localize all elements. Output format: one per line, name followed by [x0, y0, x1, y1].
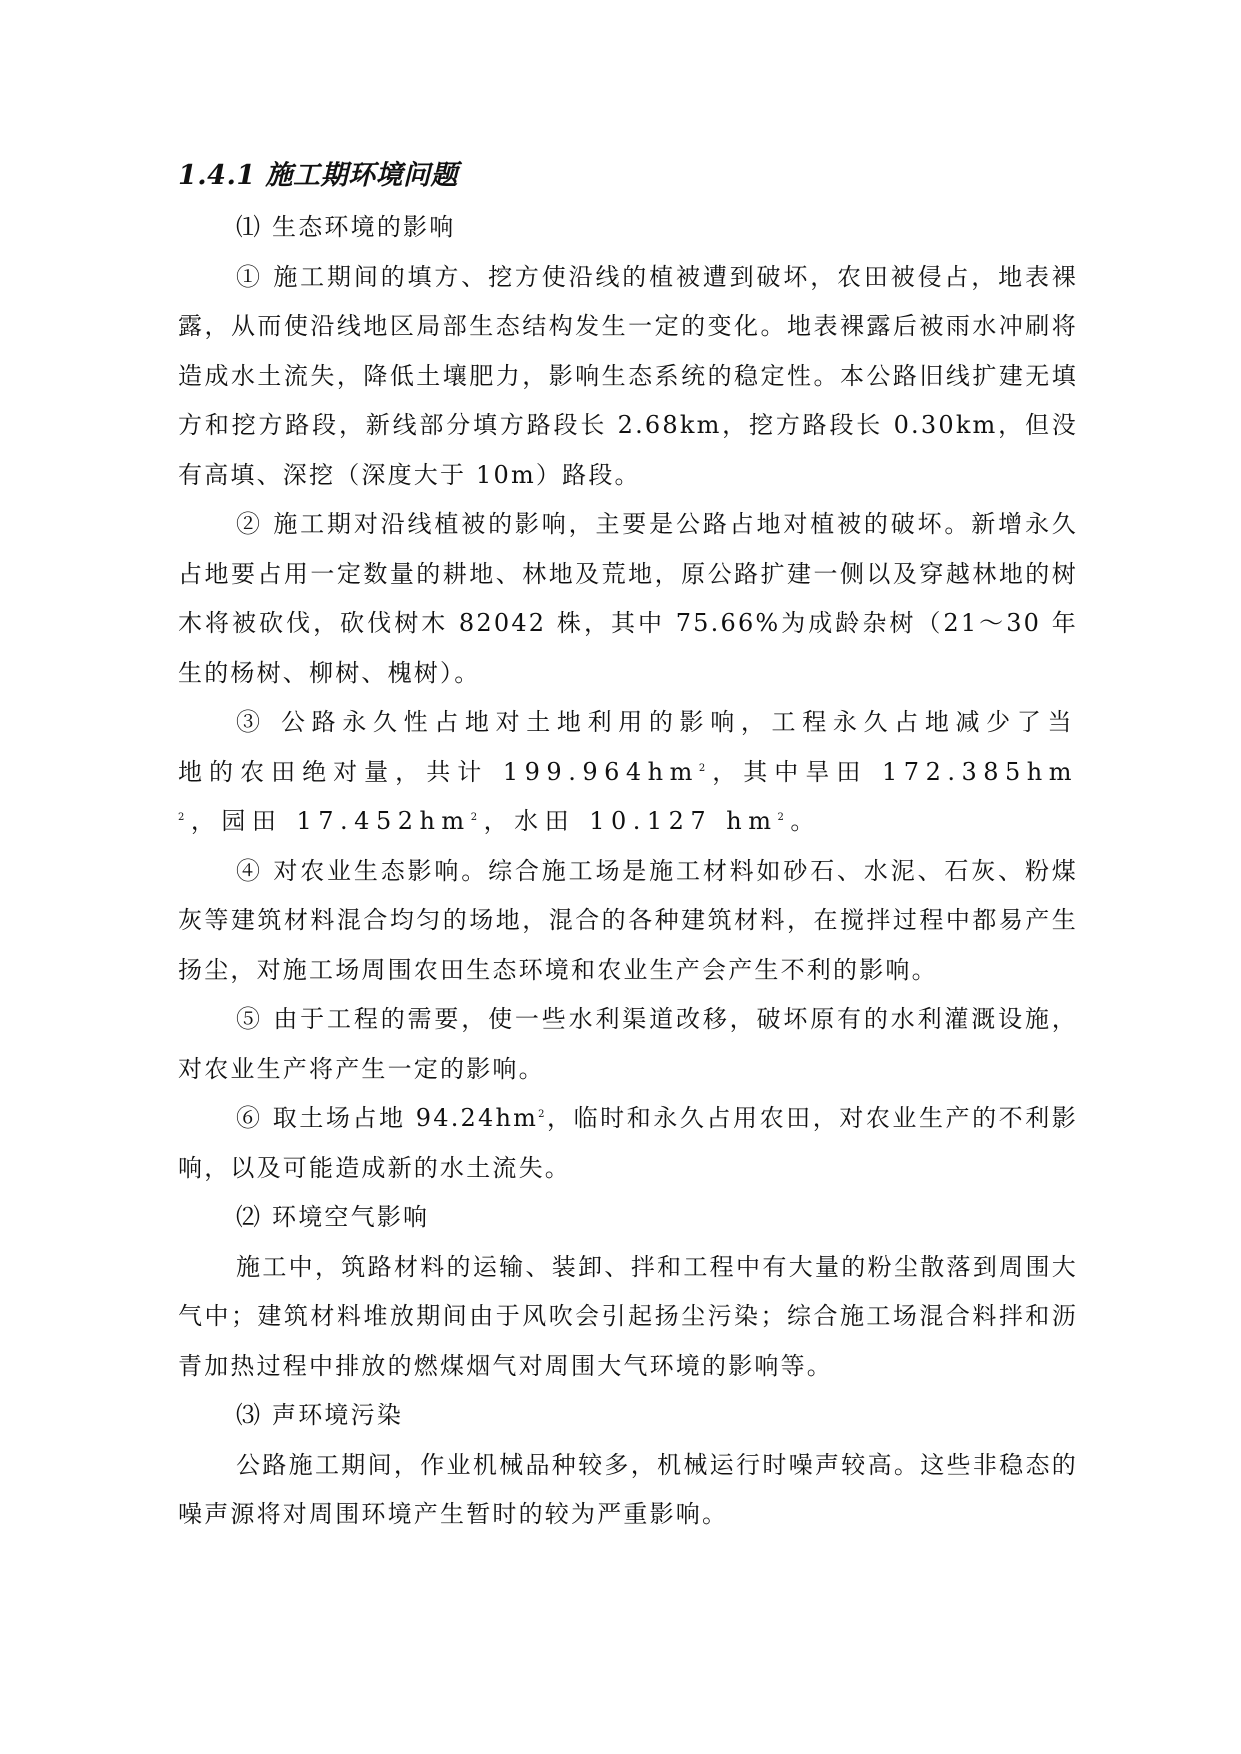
eco-impact-item-3-text-c: ，园田 17.452hm	[190, 807, 471, 835]
eco-impact-item-3	[178, 698, 1078, 847]
eco-impact-item-1: ① 施工期间的填方、挖方使沿线的植被遭到破坏，农田被侵占，地表裸露，从而使沿线地区局部生态结构发生一定的变化。地表裸露后被雨水冲刷将造成水土流失，降低土壤肥力，影响生态系统的稳定性。本公路旧线扩建无填方和挖方路段，新线部分填方路段长 2.68km，挖方路段长 0.30km，但没有高填、深挖（深度大于 10m）路段。	[178, 262, 1078, 489]
eco-impact-item-2: ② 施工期对沿线植被的影响，主要是公路占地对植被的破坏。新增永久占地要占用一定数量的耕地、林地及荒地，原公路扩建一侧以及穿越林地的树木将被砍伐，砍伐树木 82042 株，其中 75.66%为成龄杂树（21～30 年生的杨树、柳树、槐树）。	[178, 510, 1078, 687]
eco-impact-item-6-text-a: ⑥ 取土场占地 94.24hm	[236, 1104, 539, 1132]
document-page	[178, 158, 1078, 1540]
eco-impact-title: ⑴ 生态环境的影响	[236, 213, 456, 241]
superscript-2: 2	[777, 812, 791, 823]
eco-impact-item-6	[178, 1094, 1078, 1193]
superscript-2: 2	[538, 1109, 547, 1120]
air-impact-title: ⑵ 环境空气影响	[236, 1203, 430, 1231]
eco-impact-item-3-text-b: ，其中旱田 172.385hm	[711, 757, 1078, 786]
superscript-2: 2	[178, 812, 191, 823]
eco-impact-item-3-text-e: 。	[790, 807, 821, 835]
section-heading: 1.4.1 施工期环境问题	[178, 160, 459, 191]
eco-impact-item-3-text-a: ③ 公路永久性占地对土地利用的影响，工程永久占地减少了当地的农田绝对量，共计 199.964hm	[178, 708, 1078, 786]
eco-impact-item-5: ⑤ 由于工程的需要，使一些水利渠道改移，破坏原有的水利灌溉设施，对农业生产将产生一定的影响。	[178, 1005, 1078, 1083]
noise-pollution-title: ⑶ 声环境污染	[236, 1401, 404, 1429]
superscript-2: 2	[470, 812, 484, 823]
eco-impact-item-6-text-b: ，临时和永久占用农田，对农业生产的不利影响，以及可能造成新的水土流失。	[178, 1104, 1078, 1182]
eco-impact-item-4: ④ 对农业生态影响。综合施工场是施工材料如砂石、水泥、石灰、粉煤灰等建筑材料混合均匀的场地，混合的各种建筑材料，在搅拌过程中都易产生扬尘，对施工场周围农田生态环境和农业生产会产生不利的影响。	[178, 856, 1078, 984]
superscript-2: 2	[698, 762, 712, 774]
noise-pollution-body: 公路施工期间，作业机械品种较多，机械运行时噪声较高。这些非稳态的噪声源将对周围环境产生暂时的较为严重影响。	[178, 1450, 1078, 1528]
eco-impact-item-3-text-d: ，水田 10.127 hm	[483, 807, 778, 835]
air-impact-body: 施工中，筑路材料的运输、装卸、拌和工程中有大量的粉尘散落到周围大气中；建筑材料堆放期间由于风吹会引起扬尘污染；综合施工场混合料拌和沥青加热过程中排放的燃煤烟气对周围大气环境的影响等。	[178, 1252, 1078, 1380]
